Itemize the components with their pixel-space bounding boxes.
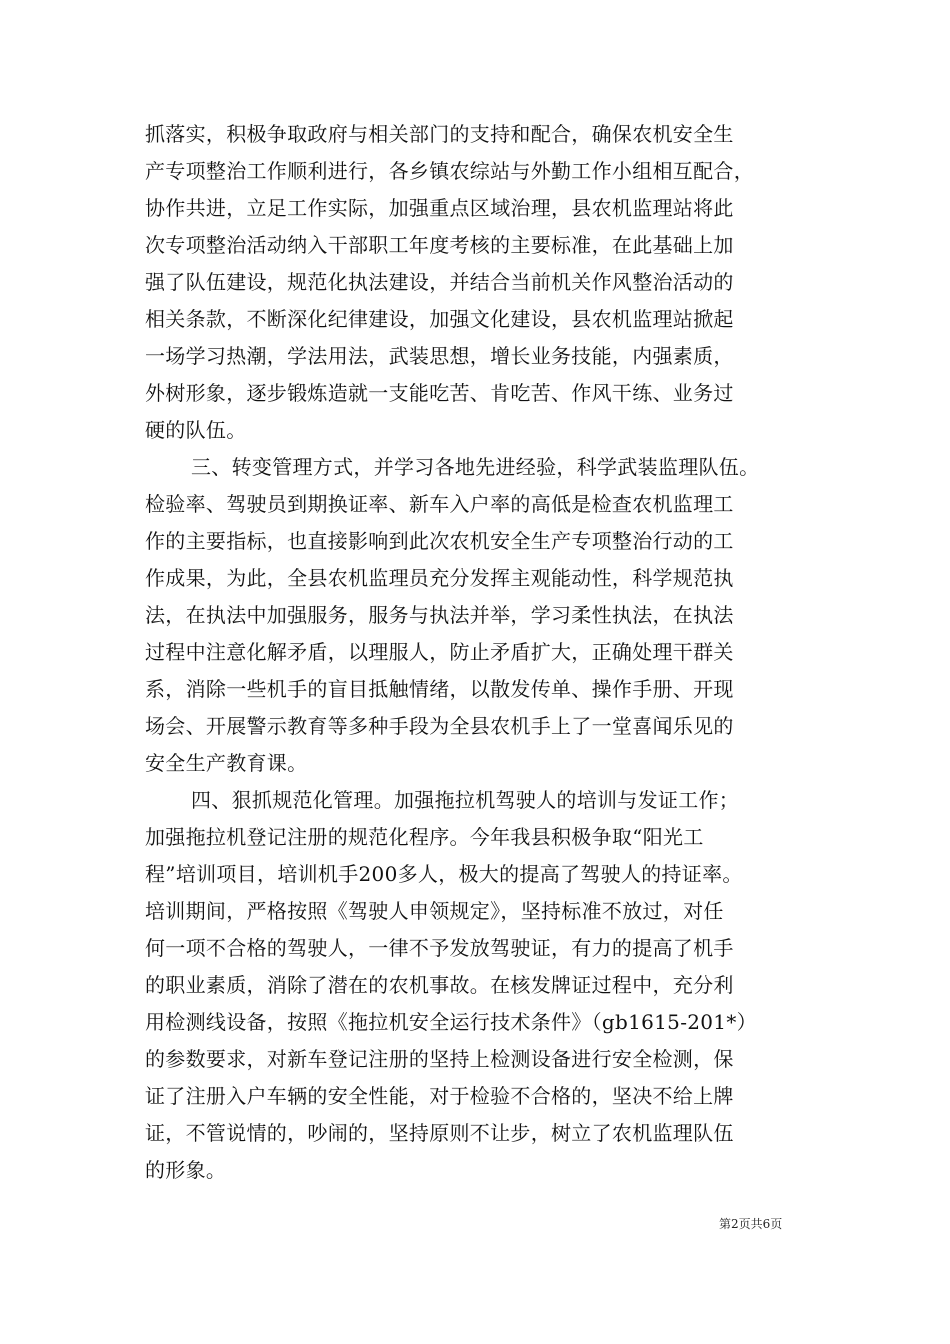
text-line: 证，不管说情的，吵闹的，坚持原则不让步，树立了农机监理队伍 — [145, 1121, 734, 1145]
text-line: 安全生产教育课。 — [145, 751, 308, 775]
text-line: 的参数要求，对新车登记注册的坚持上检测设备进行安全检测，保 — [145, 1047, 734, 1071]
text-line: 的职业素质，消除了潜在的农机事故。在核发牌证过程中，充分利 — [145, 973, 734, 997]
text-line: 一场学习热潮，学法用法，武装思想，增长业务技能，内强素质， — [145, 344, 734, 368]
document-body — [145, 116, 810, 1189]
text-line: 用检测线设备，按照《拖拉机安全运行技术条件》（gb1615-201*） — [145, 1010, 757, 1034]
text-line: 系，消除一些机手的盲目抵触情绪，以散发传单、操作手册、开现 — [145, 677, 734, 701]
text-line: 场会、开展警示教育等多种手段为全县农机手上了一堂喜闻乐见的 — [145, 714, 734, 738]
text-line: 产专项整治工作顺利进行，各乡镇农综站与外勤工作小组相互配合， — [145, 159, 754, 183]
text-line: 检验率、驾驶员到期换证率、新车入户率的高低是检查农机监理工 — [145, 492, 734, 516]
text-line: 程”培训项目，培训机手200多人，极大的提高了驾驶人的持证率。 — [145, 862, 743, 886]
text-line: 作成果，为此，全县农机监理员充分发挥主观能动性，科学规范执 — [145, 566, 734, 590]
text-line: 协作共进，立足工作实际，加强重点区域治理，县农机监理站将此 — [145, 196, 734, 220]
text-line: 抓落实，积极争取政府与相关部门的支持和配合，确保农机安全生 — [145, 122, 734, 146]
text-line: 硬的队伍。 — [145, 418, 247, 442]
text-line: 强了队伍建设，规范化执法建设，并结合当前机关作风整治活动的 — [145, 270, 734, 294]
page-number: 第2页共6页 — [719, 1217, 783, 1231]
text-line: 过程中注意化解矛盾，以理服人，防止矛盾扩大，正确处理干群关 — [145, 640, 734, 664]
section-heading-4: 四、狠抓规范化管理。加强拖拉机驾驶人的培训与发证工作； — [191, 788, 740, 812]
text-line: 作的主要指标，也直接影响到此次农机安全生产专项整治行动的工 — [145, 529, 734, 553]
text-line: 培训期间，严格按照《驾驶人申领规定》，坚持标准不放过，对任 — [145, 899, 724, 923]
text-line: 法，在执法中加强服务，服务与执法并举，学习柔性执法，在执法 — [145, 603, 734, 627]
text-line: 的形象。 — [145, 1158, 227, 1182]
text-line: 何一项不合格的驾驶人，一律不予发放驾驶证，有力的提高了机手 — [145, 936, 734, 960]
text-line: 加强拖拉机登记注册的规范化程序。今年我县积极争取“阳光工 — [145, 825, 704, 849]
text-line: 外树形象，逐步锻炼造就一支能吃苦、肯吃苦、作风干练、业务过 — [145, 381, 734, 405]
text-line: 次专项整治活动纳入干部职工年度考核的主要标准，在此基础上加 — [145, 233, 734, 257]
text-line: 证了注册入户车辆的安全性能，对于检验不合格的，坚决不给上牌 — [145, 1084, 734, 1108]
text-line: 相关条款，不断深化纪律建设，加强文化建设，县农机监理站掀起 — [145, 307, 734, 331]
section-heading-3: 三、转变管理方式，并学习各地先进经验，科学武装监理队伍。 — [191, 455, 760, 479]
